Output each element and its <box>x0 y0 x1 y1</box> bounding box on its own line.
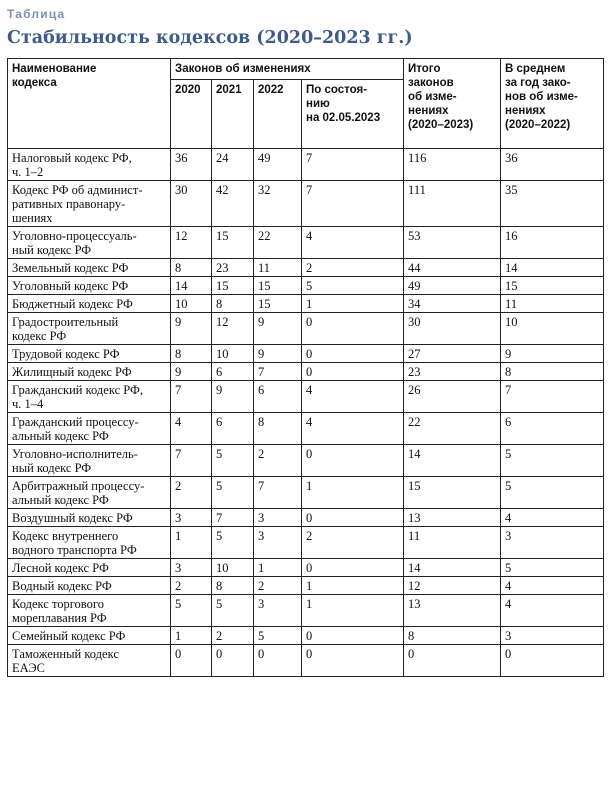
cell-average: 6 <box>501 413 604 445</box>
cell-as-of: 0 <box>302 645 404 677</box>
cell-average: 15 <box>501 277 604 295</box>
cell-2022: 8 <box>254 413 302 445</box>
cell-total: 0 <box>404 645 501 677</box>
header-2021: 2021 <box>212 80 254 149</box>
cell-name: Градостроительный кодекс РФ <box>8 313 171 345</box>
cell-2022: 6 <box>254 381 302 413</box>
cell-2021: 15 <box>212 227 254 259</box>
cell-2022: 22 <box>254 227 302 259</box>
cell-name: Бюджетный кодекс РФ <box>8 295 171 313</box>
cell-total: 49 <box>404 277 501 295</box>
cell-name: Трудовой кодекс РФ <box>8 345 171 363</box>
cell-average: 5 <box>501 559 604 577</box>
cell-2022: 49 <box>254 149 302 181</box>
cell-name: Жилищный кодекс РФ <box>8 363 171 381</box>
table-row <box>8 595 604 627</box>
table-row <box>8 509 604 527</box>
cell-2021: 15 <box>212 277 254 295</box>
cell-2021: 9 <box>212 381 254 413</box>
cell-total: 26 <box>404 381 501 413</box>
cell-average: 7 <box>501 381 604 413</box>
cell-2021: 0 <box>212 645 254 677</box>
table-label: Таблица <box>7 7 66 21</box>
cell-2021: 5 <box>212 445 254 477</box>
cell-average: 9 <box>501 345 604 363</box>
cell-2020: 1 <box>171 627 212 645</box>
cell-2021: 23 <box>212 259 254 277</box>
cell-as-of: 1 <box>302 477 404 509</box>
cell-2020: 2 <box>171 477 212 509</box>
cell-total: 27 <box>404 345 501 363</box>
cell-name: Кодекс РФ об админист- ративных правонару- шениях <box>8 181 171 227</box>
table-row <box>8 313 604 345</box>
table-row <box>8 149 604 181</box>
cell-name: Уголовный кодекс РФ <box>8 277 171 295</box>
table-row <box>8 527 604 559</box>
table-title: Стабильность кодексов (2020–2023 гг.) <box>7 28 413 48</box>
header-changes: Законов об изменениях <box>171 59 404 80</box>
cell-2022: 3 <box>254 509 302 527</box>
cell-total: 34 <box>404 295 501 313</box>
cell-2020: 8 <box>171 345 212 363</box>
cell-2020: 4 <box>171 413 212 445</box>
cell-name: Таможенный кодекс ЕАЭС <box>8 645 171 677</box>
cell-2021: 5 <box>212 595 254 627</box>
cell-2020: 7 <box>171 445 212 477</box>
cell-2021: 5 <box>212 527 254 559</box>
cell-2020: 3 <box>171 509 212 527</box>
cell-as-of: 7 <box>302 181 404 227</box>
cell-2021: 8 <box>212 577 254 595</box>
cell-as-of: 7 <box>302 149 404 181</box>
table-row <box>8 413 604 445</box>
cell-average: 36 <box>501 149 604 181</box>
table-row <box>8 445 604 477</box>
cell-total: 8 <box>404 627 501 645</box>
cell-as-of: 0 <box>302 445 404 477</box>
cell-2022: 15 <box>254 295 302 313</box>
cell-total: 23 <box>404 363 501 381</box>
header-total: Итого законов об изме- нениях (2020–2023) <box>404 59 501 149</box>
table-row <box>8 627 604 645</box>
cell-name: Водный кодекс РФ <box>8 577 171 595</box>
cell-2022: 7 <box>254 477 302 509</box>
cell-name: Уголовно-процессуаль- ный кодекс РФ <box>8 227 171 259</box>
cell-2022: 1 <box>254 559 302 577</box>
cell-as-of: 0 <box>302 509 404 527</box>
cell-average: 4 <box>501 577 604 595</box>
cell-total: 12 <box>404 577 501 595</box>
cell-2021: 6 <box>212 413 254 445</box>
cell-as-of: 2 <box>302 259 404 277</box>
table-row <box>8 645 604 677</box>
cell-2022: 11 <box>254 259 302 277</box>
cell-average: 5 <box>501 445 604 477</box>
cell-2021: 10 <box>212 559 254 577</box>
cell-as-of: 1 <box>302 295 404 313</box>
header-average: В среднем за год зако- нов об изме- нениях (2020–2022) <box>501 59 604 149</box>
cell-2022: 2 <box>254 577 302 595</box>
cell-as-of: 4 <box>302 413 404 445</box>
header-as-of: По состоя- нию на 02.05.2023 <box>302 80 404 149</box>
cell-2020: 12 <box>171 227 212 259</box>
cell-average: 11 <box>501 295 604 313</box>
cell-name: Кодекс торгового мореплавания РФ <box>8 595 171 627</box>
table-row <box>8 277 604 295</box>
table-row <box>8 363 604 381</box>
table-row <box>8 259 604 277</box>
cell-2020: 2 <box>171 577 212 595</box>
header-name: Наименование кодекса <box>8 59 171 149</box>
cell-name: Гражданский процессу- альный кодекс РФ <box>8 413 171 445</box>
cell-average: 8 <box>501 363 604 381</box>
cell-average: 16 <box>501 227 604 259</box>
cell-total: 14 <box>404 559 501 577</box>
cell-2021: 8 <box>212 295 254 313</box>
cell-as-of: 1 <box>302 595 404 627</box>
cell-2022: 32 <box>254 181 302 227</box>
cell-total: 111 <box>404 181 501 227</box>
cell-2020: 9 <box>171 363 212 381</box>
table-body <box>8 149 604 677</box>
cell-as-of: 0 <box>302 559 404 577</box>
cell-2020: 10 <box>171 295 212 313</box>
cell-2020: 0 <box>171 645 212 677</box>
table-row <box>8 477 604 509</box>
cell-as-of: 4 <box>302 227 404 259</box>
cell-2020: 14 <box>171 277 212 295</box>
cell-average: 10 <box>501 313 604 345</box>
cell-average: 0 <box>501 645 604 677</box>
cell-name: Гражданский кодекс РФ, ч. 1–4 <box>8 381 171 413</box>
cell-2020: 30 <box>171 181 212 227</box>
table-row <box>8 181 604 227</box>
cell-2022: 5 <box>254 627 302 645</box>
cell-2021: 42 <box>212 181 254 227</box>
cell-average: 3 <box>501 527 604 559</box>
cell-name: Арбитражный процессу- альный кодекс РФ <box>8 477 171 509</box>
cell-average: 4 <box>501 595 604 627</box>
header-2020: 2020 <box>171 80 212 149</box>
cell-2020: 8 <box>171 259 212 277</box>
cell-2022: 2 <box>254 445 302 477</box>
table-header <box>8 59 604 149</box>
cell-average: 4 <box>501 509 604 527</box>
cell-total: 53 <box>404 227 501 259</box>
cell-2022: 9 <box>254 345 302 363</box>
cell-2020: 36 <box>171 149 212 181</box>
cell-2021: 6 <box>212 363 254 381</box>
cell-total: 13 <box>404 595 501 627</box>
cell-as-of: 0 <box>302 363 404 381</box>
table-row <box>8 295 604 313</box>
cell-2022: 3 <box>254 595 302 627</box>
cell-as-of: 5 <box>302 277 404 295</box>
table-row <box>8 345 604 363</box>
cell-name: Воздушный кодекс РФ <box>8 509 171 527</box>
cell-2022: 7 <box>254 363 302 381</box>
cell-total: 44 <box>404 259 501 277</box>
cell-as-of: 4 <box>302 381 404 413</box>
cell-name: Земельный кодекс РФ <box>8 259 171 277</box>
cell-as-of: 2 <box>302 527 404 559</box>
table-row <box>8 381 604 413</box>
cell-2020: 5 <box>171 595 212 627</box>
cell-2022: 9 <box>254 313 302 345</box>
cell-2020: 7 <box>171 381 212 413</box>
cell-2021: 10 <box>212 345 254 363</box>
cell-total: 14 <box>404 445 501 477</box>
cell-as-of: 0 <box>302 345 404 363</box>
cell-2020: 3 <box>171 559 212 577</box>
document-page <box>7 6 603 677</box>
cell-average: 14 <box>501 259 604 277</box>
cell-2020: 1 <box>171 527 212 559</box>
cell-2021: 7 <box>212 509 254 527</box>
cell-as-of: 0 <box>302 627 404 645</box>
header-2022: 2022 <box>254 80 302 149</box>
table-row <box>8 227 604 259</box>
cell-2021: 12 <box>212 313 254 345</box>
cell-name: Семейный кодекс РФ <box>8 627 171 645</box>
cell-total: 11 <box>404 527 501 559</box>
cell-total: 22 <box>404 413 501 445</box>
cell-2021: 24 <box>212 149 254 181</box>
cell-2022: 0 <box>254 645 302 677</box>
cell-2020: 9 <box>171 313 212 345</box>
cell-as-of: 0 <box>302 313 404 345</box>
cell-2021: 2 <box>212 627 254 645</box>
cell-total: 13 <box>404 509 501 527</box>
cell-name: Налоговый кодекс РФ, ч. 1–2 <box>8 149 171 181</box>
cell-2022: 15 <box>254 277 302 295</box>
cell-average: 3 <box>501 627 604 645</box>
cell-2022: 3 <box>254 527 302 559</box>
cell-name: Кодекс внутреннего водного транспорта РФ <box>8 527 171 559</box>
table-row <box>8 559 604 577</box>
cell-name: Лесной кодекс РФ <box>8 559 171 577</box>
cell-total: 15 <box>404 477 501 509</box>
codes-stability-table <box>7 58 604 677</box>
cell-average: 35 <box>501 181 604 227</box>
cell-average: 5 <box>501 477 604 509</box>
cell-2021: 5 <box>212 477 254 509</box>
cell-total: 116 <box>404 149 501 181</box>
cell-name: Уголовно-исполнитель- ный кодекс РФ <box>8 445 171 477</box>
cell-total: 30 <box>404 313 501 345</box>
table-row <box>8 577 604 595</box>
cell-as-of: 1 <box>302 577 404 595</box>
